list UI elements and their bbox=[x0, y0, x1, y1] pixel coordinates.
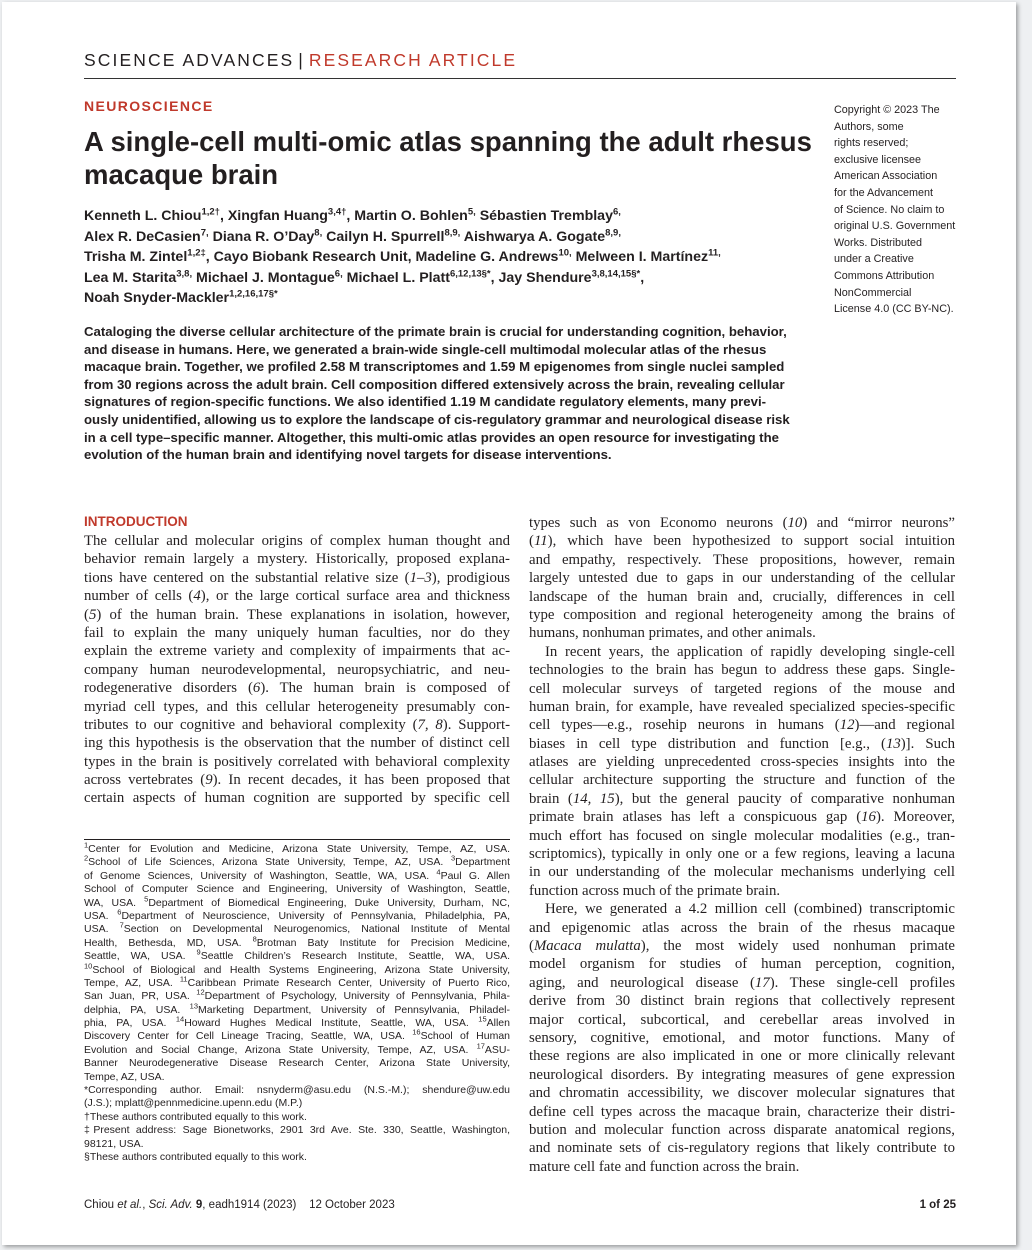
affiliation-line: San Juan, PR, USA. $^{12}$Department of Psychology, University of Pennsylvania, Phila- bbox=[84, 987, 510, 1003]
body-text-line: number of cells (4), or the large cortical surface area and thickness bbox=[84, 588, 510, 605]
author-line: Noah Snyder-Mackler$^{1,2,16,17\S*}$ bbox=[84, 288, 278, 307]
title-line: macaque brain bbox=[84, 159, 279, 190]
body-text-line: much effort has focused on single molecular modalities (e.g., tran- bbox=[529, 827, 955, 844]
affiliation-line: Tempe, AZ, USA. bbox=[84, 1070, 165, 1083]
affiliation-line: Banner Neurodegenerative Disease Research Center, Arizona State University, bbox=[84, 1057, 510, 1070]
affiliation-line: Evolution and Social Change, Arizona State University, Tempe, AZ, USA. $^{17}$ASU- bbox=[84, 1041, 510, 1056]
abstract-line: in a cell type–specific manner. Altogether, this multi-omic atlas provides an open resource for investigating the bbox=[84, 429, 779, 445]
affiliation-line: 98121, USA. bbox=[84, 1137, 144, 1150]
body-text-line: types such as von Economo neurons (10) and “mirror neurons” bbox=[529, 515, 955, 531]
abstract-line: ously unidentified, allowing us to explore the landscape of cis-regulatory grammar and neurological disease risk bbox=[84, 411, 790, 427]
body-text-line: (5) of the human brain. These explanations in isolation, however, bbox=[84, 606, 510, 623]
article-type: RESEARCH ARTICLE bbox=[308, 50, 518, 70]
affiliation-line: $^1$Center for Evolution and Medicine, Arizona State University, Tempe, AZ, USA. bbox=[84, 840, 510, 855]
body-text-line: fail to explain the many uniquely human faculties, nor do they bbox=[84, 624, 510, 641]
body-text-line: behavior remain largely a mystery. Historically, proposed explana- bbox=[84, 551, 510, 568]
abstract-line: Cataloging the diverse cellular architecture of the primate brain is crucial for understanding cognition, behavior, bbox=[84, 324, 787, 339]
body-text-line: model organism for studies of human perception, cognition, bbox=[529, 956, 955, 973]
body-text-line: and nominate sets of cis-regulatory regions that likely contribute to bbox=[529, 1140, 955, 1157]
body-text-line: humans, nonhuman primates, and other animals. bbox=[529, 625, 816, 642]
affiliation-line: (J.S.); mplatt@pennmedicine.upenn.edu (M.P.) bbox=[84, 1097, 303, 1110]
body-text-line: and chromatin accessibility, we discover molecular signatures that bbox=[529, 1085, 955, 1102]
body-text-line: primate brain atlases has left a conspicuous gap (16). Moreover, bbox=[529, 809, 955, 826]
body-text-line: sensory, cognitive, emotional, and motor functions. Many of bbox=[529, 1029, 955, 1046]
affiliation-line: Tempe, AZ, USA. $^{11}$Caribbean Primate Research Center, University of Puerto Rico, bbox=[84, 974, 510, 989]
abstract-line: from 30 regions across the adult brain. Cell composition differed extensively across the brain, revealing cellular bbox=[84, 376, 785, 392]
body-text-line: (11), which have been hypothesized to support social intuition bbox=[529, 533, 955, 550]
affiliation-line: ‡Present address: Sage Bionetworks, 2901 3rd Ave. Ste. 330, Seattle, Washington, bbox=[84, 1124, 510, 1137]
body-text-line: derive from 30 distinct brain regions that collectively represent bbox=[529, 993, 955, 1010]
title-line: A single-cell multi-omic atlas spanning the adult rhesus bbox=[84, 126, 812, 157]
copyright-line: under a Creative bbox=[834, 253, 914, 266]
copyright-line: original U.S. Government bbox=[834, 220, 956, 233]
author-line: Kenneth L. Chiou$^{1,2\dagger}$, Xingfan Huang$^{3,4\dagger}$, Martin O. Bohlen$^{5,}$ Sébastien Tremblay$^{6,}$ bbox=[84, 206, 621, 224]
abstract-line: evolution of the human brain and identifying novel targets for disease interventions. bbox=[84, 447, 612, 463]
copyright-line: Authors, some bbox=[834, 120, 904, 133]
body-text-line: major cortical, subcortical, and cerebellar areas involved in bbox=[529, 1011, 955, 1028]
affiliation-line: USA. $^7$Section on Developmental Neurogenomics, National Institute of Mental bbox=[84, 920, 510, 936]
article-page bbox=[2, 2, 1016, 1245]
affiliation-line: USA. $^6$Department of Neuroscience, University of Pennsylvania, Philadelphia, PA, bbox=[84, 907, 510, 922]
copyright-notice bbox=[834, 102, 964, 318]
affiliations-footnotes bbox=[84, 839, 510, 1164]
introduction-heading: INTRODUCTION bbox=[84, 514, 188, 529]
body-text-line: cell types—e.g., rosehip neurons in humans (12)—and regional bbox=[529, 717, 955, 734]
body-text-line: Here, we generated a 4.2 million cell (combined) transcriptomic bbox=[545, 901, 955, 918]
affiliation-line: $^{10}$School of Biological and Health Systems Engineering, Arizona State University, bbox=[84, 961, 510, 976]
copyright-line: Commons Attribution bbox=[834, 269, 935, 282]
body-text-line: function across much of the primate brain. bbox=[529, 882, 781, 899]
body-text-line: biases in cell type distribution and function [e.g., (13)]. Such bbox=[529, 735, 955, 752]
body-text-line: tributes to our cognitive and behavioral complexity (7, 8). Support- bbox=[84, 716, 510, 733]
body-column-left bbox=[84, 532, 510, 808]
affiliation-line: phia, PA, USA. $^{14}$Howard Hughes Medical Institute, Seattle, WA, USA. $^{15}$Allen bbox=[84, 1014, 510, 1030]
affiliation-line: $^2$School of Life Sciences, Arizona State University, Tempe, AZ, USA. $^3$Department bbox=[84, 853, 510, 869]
copyright-line: American Association bbox=[834, 170, 938, 183]
body-text-line: (Macaca mulatta), the most widely used nonhuman primate bbox=[529, 937, 955, 954]
body-text-line: across vertebrates (9). In recent decades, it has been proposed that bbox=[84, 772, 510, 789]
abstract-line: signatures of region-specific functions. We also identified 1.19 M candidate regulatory elements, many previ- bbox=[84, 394, 767, 410]
copyright-line: Works. Distributed bbox=[834, 236, 922, 249]
body-text-line: rodegenerative disorders (6). The human brain is composed of bbox=[84, 680, 510, 697]
journal-name: SCIENCE ADVANCES bbox=[84, 50, 295, 70]
affiliation-line: Seattle, WA, USA. $^9$Seattle Children’s Research Institute, Seattle, WA, USA. bbox=[84, 947, 510, 963]
affiliation-line: Health, Bethesda, MD, USA. $^8$Brotman Baty Institute for Precision Medicine, bbox=[84, 934, 510, 949]
copyright-line: NonCommercial bbox=[834, 286, 912, 299]
body-text-line: technologies to the brain has begun to address these gaps. Single- bbox=[529, 662, 955, 679]
body-text-line: in our understanding of the molecular mechanisms underlying cell bbox=[529, 864, 955, 881]
affiliation-line: WA, USA. $^5$Department of Biomedical Engineering, Duke University, Durham, NC, bbox=[84, 894, 510, 909]
abstract bbox=[84, 323, 814, 464]
body-text-line: human brain, for example, have revealed specialized species-specific bbox=[529, 698, 955, 715]
abstract-line: and disease in humans. Here, we generated a brain-wide single-cell multimodal molecular atlas of the rhesus bbox=[84, 341, 767, 357]
body-text-line: and epigenomic atlas across the brain of the rhesus macaque bbox=[529, 919, 955, 936]
copyright-line: for the Advancement bbox=[834, 186, 934, 199]
affiliation-line: Discovery Center for Cell Lineage Tracing, Seattle, WA, USA. $^{16}$School of Human bbox=[84, 1027, 510, 1043]
copyright-line: exclusive licensee bbox=[834, 153, 922, 166]
body-text-line: define cell types across the macaque brain, characterize their distri- bbox=[529, 1103, 955, 1120]
body-text-line: neurological disorders. By integrating measures of gene expression bbox=[529, 1066, 955, 1083]
body-text-line: bution and molecular function across disparate anatomical regions, bbox=[529, 1121, 955, 1138]
body-text-line: type composition and regional heterogeneity among the brains of bbox=[529, 606, 955, 623]
body-text-line: landscape of the human brain and, crucially, differences in cell bbox=[529, 588, 955, 605]
author-line: Lea M. Starita$^{3,8,}$ Michael J. Montague$^{6,}$ Michael L. Platt$^{6,12,13\S*}$, Jay Shendure$^{3,8,14,15\S*}$, bbox=[84, 268, 645, 286]
page-number: 1 of 25 bbox=[919, 1199, 956, 1211]
body-text-line: cell molecular surveys of targeted regions of the mouse and bbox=[529, 680, 955, 697]
body-text-line: scriptomics), typically in only one or a few regions, leaving a lacuna bbox=[529, 846, 955, 863]
body-text-line: tions have centered on the substantial relative size (1–3), prodigious bbox=[84, 569, 510, 586]
affiliation-line: of Genome Sciences, University of Washington, Seattle, WA, USA. $^4$Paul G. Allen bbox=[84, 867, 511, 882]
copyright-line: License 4.0 (CC BY-NC). bbox=[834, 303, 954, 316]
body-text-line: cellular architecture supporting the structure and function of the bbox=[529, 772, 955, 789]
body-text-line: explain the extreme variety and complexity of impairments that ac- bbox=[84, 643, 510, 660]
body-text-line: In recent years, the application of rapidly developing single-cell bbox=[545, 643, 955, 660]
abstract-line: macaque brain. Together, we profiled 2.58 M transcriptomes and 1.59 M epigenomes from single nuclei sampled bbox=[84, 359, 785, 375]
affiliation-line: delphia, PA, USA. $^{13}$Marketing Department, University of Pennsylvania, Philadel- bbox=[84, 1001, 510, 1016]
body-text-line: certain aspects of human cognition are supported by specific cell bbox=[84, 790, 510, 807]
copyright-line: Copyright © 2023 The bbox=[834, 104, 940, 116]
affiliation-line: †These authors contributed equally to this work. bbox=[84, 1110, 307, 1123]
copyright-line: of Science. No claim to bbox=[834, 203, 945, 216]
body-text-line: brain (14, 15), but the general paucity of comparative nonhuman bbox=[529, 790, 955, 807]
body-text-line: mature cell fate and function across the brain. bbox=[529, 1158, 800, 1175]
affiliation-line: School of Computer Science and Engineering, University of Washington, Seattle, bbox=[84, 883, 510, 896]
author-list bbox=[84, 206, 819, 309]
body-column-right bbox=[529, 514, 955, 1176]
article-title bbox=[84, 125, 814, 191]
body-text-line: company human neurodevelopmental, neuropsychiatric, and neu- bbox=[84, 661, 510, 678]
body-text-line: aging, and neurological disease (17). These single-cell profiles bbox=[529, 974, 955, 991]
body-text-line: ing this hypothesis is the observation that the number of distinct cell bbox=[84, 735, 510, 752]
body-text-line: and empathy, respectively. These propositions, however, remain bbox=[529, 551, 955, 568]
section-label: NEUROSCIENCE bbox=[84, 98, 214, 114]
footer-citation: Chiou et al., Sci. Adv. 9, eadh1914 (2023) 12 October 2023 bbox=[84, 1199, 395, 1211]
body-text-line: atlases are yielding unprecedented cross-species insights into the bbox=[529, 754, 955, 771]
affiliation-line: *Corresponding author. Email: nsnyderm@asu.edu (N.S.-M.); shendure@uw.edu bbox=[84, 1084, 510, 1097]
body-text-line: these regions are also implicated in one or more clinically relevant bbox=[529, 1048, 955, 1065]
affiliation-line: §These authors contributed equally to this work. bbox=[84, 1150, 307, 1163]
body-text-line: types in the brain is positively correlated with behavioral complexity bbox=[84, 753, 510, 770]
author-line: Alex R. DeCasien$^{7,}$ Diana R. O’Day$^{8,}$ Cailyn H. Spurrell$^{8,9,}$ Aishwarya A. Gogate$^{8,9,}$ bbox=[84, 226, 621, 245]
body-text-line: myriad cell types, and this cellular heterogeneity presumably con- bbox=[84, 698, 510, 715]
header-separator: | bbox=[298, 50, 303, 70]
journal-header bbox=[84, 50, 956, 79]
copyright-line: rights reserved; bbox=[834, 137, 909, 150]
author-line: Trisha M. Zintel$^{1,2\ddagger}$, Cayo Biobank Research Unit, Madeline G. Andrews$^{10,}$ Melween I. Martínez$^{11,}$ bbox=[84, 247, 721, 266]
body-text-line: largely untested due to gaps in our understanding of the cellular bbox=[529, 570, 955, 587]
body-text-line: The cellular and molecular origins of complex human thought and bbox=[84, 533, 510, 549]
